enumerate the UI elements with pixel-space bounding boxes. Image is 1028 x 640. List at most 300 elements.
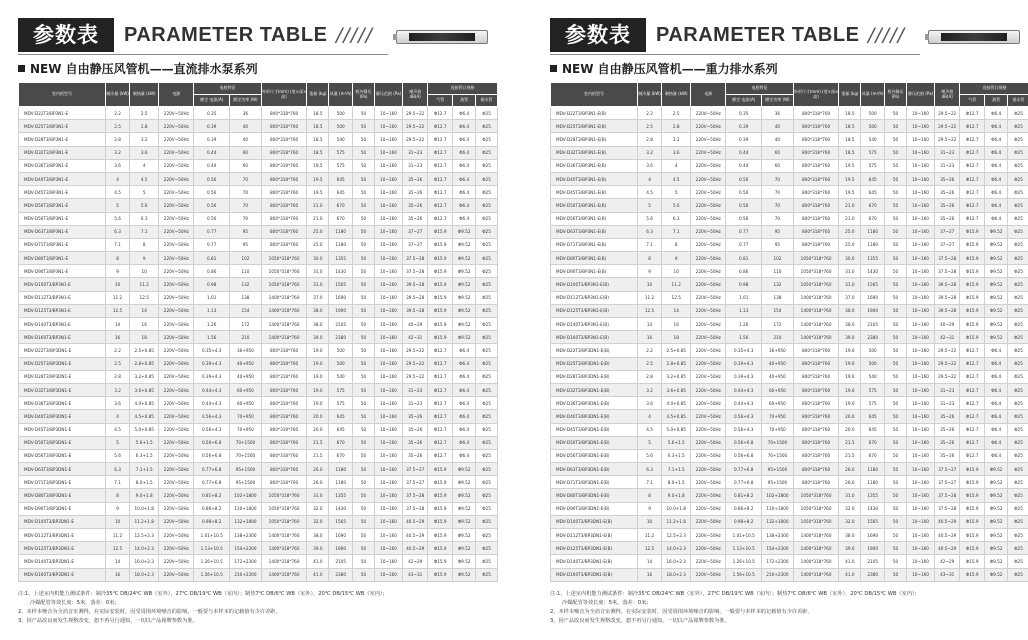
table-cell: 25.0 — [307, 238, 329, 251]
table-cell: 0.98 — [726, 278, 762, 291]
footnote-line: 3、因产品改良而发生规格改变，恕不再另行通知，一切以产品铭牌参数为准。 — [18, 618, 198, 624]
table-cell: 50 — [885, 449, 907, 462]
table-cell: 670 — [329, 436, 353, 449]
table-cell: 3.2 — [638, 383, 662, 396]
table-cell: 800*318*760 — [793, 199, 839, 212]
table-cell: 4.5 — [106, 186, 130, 199]
table-row — [19, 133, 498, 146]
footnotes — [550, 590, 1028, 626]
model-cell: MDV-D32T3/BP3DN1-E(B) — [551, 383, 638, 396]
table-cell: 220V~50Hz — [159, 304, 194, 317]
col-heat: 制热量 (kW) — [662, 83, 691, 107]
table-row — [19, 120, 498, 133]
table-cell: 10~160 — [906, 107, 934, 120]
table-cell: Φ25 — [1008, 146, 1028, 159]
table-cell: 800*318*760 — [261, 133, 307, 146]
table-cell: 95+1500 — [230, 463, 262, 476]
table-cell: 1180 — [861, 238, 885, 251]
table-cell: 50 — [885, 397, 907, 410]
table-cell: 12.5+2.3 — [662, 529, 691, 542]
table-cell: 800*318*760 — [793, 449, 839, 462]
table-cell: Φ9.52 — [453, 502, 476, 515]
table-cell: Φ15.9 — [960, 568, 985, 581]
table-row — [19, 489, 498, 502]
table-cell: 50 — [885, 225, 907, 238]
table-cell: Φ25 — [476, 436, 498, 449]
table-row — [551, 529, 1028, 542]
table-row — [19, 318, 498, 331]
section-title-text: NEW 自由静压风管机——直流排水泵系列 — [30, 62, 258, 76]
table-cell: 800*318*760 — [261, 370, 307, 383]
table-cell: Φ25 — [1008, 555, 1028, 568]
table-cell: 0.44+4.3 — [726, 397, 762, 410]
table-cell: 39.5~28 — [935, 291, 960, 304]
table-cell: 10~160 — [906, 542, 934, 555]
table-cell: Φ12.7 — [960, 199, 985, 212]
table-cell: 220V~50Hz — [691, 199, 726, 212]
table-cell: 10~160 — [374, 529, 402, 542]
table-cell: Φ15.9 — [960, 463, 985, 476]
table-cell: 14 — [638, 555, 662, 568]
table-cell: 10~160 — [374, 515, 402, 528]
table-row — [551, 304, 1028, 317]
table-cell: Φ12.7 — [960, 146, 985, 159]
table-cell: Φ9.52 — [985, 463, 1008, 476]
table-cell: 50 — [353, 555, 375, 568]
table-cell: 32.0 — [839, 502, 861, 515]
table-cell: Φ25 — [1008, 120, 1028, 133]
table-cell: 50 — [353, 265, 375, 278]
table-cell: 50 — [353, 423, 375, 436]
page-header — [550, 18, 1028, 54]
table-cell: 800*318*760 — [261, 159, 307, 172]
table-cell: 3.2 — [638, 146, 662, 159]
table-cell: 32.0 — [307, 515, 329, 528]
model-cell: MDV-D80T3/BP3N1-E — [19, 252, 106, 265]
table-cell: 19.0 — [307, 344, 329, 357]
table-cell: 14 — [662, 304, 691, 317]
table-cell: Φ25 — [476, 107, 498, 120]
model-cell: MDV-D25T3/BP3DN1-E(B) — [551, 357, 638, 370]
table-cell: 800*318*760 — [261, 476, 307, 489]
table-cell: Φ12.7 — [960, 410, 985, 423]
table-cell: 1400*318*760 — [793, 291, 839, 304]
table-cell: 37.5~28 — [403, 252, 428, 265]
table-cell: 50 — [885, 542, 907, 555]
table-cell: 10~160 — [906, 370, 934, 383]
table-cell: 95+1500 — [762, 476, 794, 489]
table-cell: 35~26 — [935, 172, 960, 185]
table-cell: 10~160 — [374, 278, 402, 291]
table-cell: 37~27 — [403, 238, 428, 251]
table-cell: 0.77+6.8 — [726, 476, 762, 489]
table-cell: 1180 — [329, 225, 353, 238]
model-cell: MDV-D80T3/BP3DN1-E(B) — [551, 489, 638, 502]
table-cell: 1400*318*760 — [261, 529, 307, 542]
table-cell: 35~26 — [935, 199, 960, 212]
table-cell: 540 — [861, 370, 885, 383]
table-cell: 10~160 — [374, 344, 402, 357]
table-cell: 220V~50Hz — [159, 423, 194, 436]
table-cell: 30.0 — [839, 252, 861, 265]
table-cell: 1.01 — [726, 291, 762, 304]
table-cell: 11.2+1.8 — [130, 515, 159, 528]
table-cell: 1400*318*760 — [261, 568, 307, 581]
table-cell: 500 — [861, 120, 885, 133]
table-cell: 38.0 — [839, 318, 861, 331]
table-cell: 1.01+10.5 — [726, 529, 762, 542]
table-cell: Φ12.7 — [428, 383, 453, 396]
table-cell: 5.6+1.5 — [662, 436, 691, 449]
table-cell: 31~23 — [935, 383, 960, 396]
table-cell: 50 — [885, 515, 907, 528]
table-cell: 10~160 — [906, 449, 934, 462]
model-cell: MDV-D140T3/BP3DN1-E(B) — [551, 555, 638, 568]
table-cell: Φ25 — [476, 476, 498, 489]
table-cell: Φ6.4 — [453, 146, 476, 159]
table-row — [19, 555, 498, 568]
table-cell: 14 — [106, 318, 130, 331]
table-cell: 1180 — [861, 463, 885, 476]
table-cell: 5.0+0.85 — [130, 423, 159, 436]
model-cell: MDV-D100T3/BP3N1-E — [19, 278, 106, 291]
table-cell: 2.2 — [638, 107, 662, 120]
model-cell: MDV-D71T3/BP3DN1-E — [19, 476, 106, 489]
table-cell: 132+1800 — [230, 515, 262, 528]
table-cell: 2105 — [329, 555, 353, 568]
table-cell: Φ9.52 — [985, 476, 1008, 489]
table-cell: 0.56 — [726, 186, 762, 199]
table-cell: 800*318*760 — [793, 383, 839, 396]
model-cell: MDV-D36T3/BP3N1-E(B) — [551, 159, 638, 172]
table-row — [19, 502, 498, 515]
table-cell: 40.5~29 — [403, 515, 428, 528]
table-cell: 41.0 — [307, 555, 329, 568]
table-cell: 35~26 — [935, 449, 960, 462]
table-cell: 18.5 — [307, 120, 329, 133]
table-cell: 1565 — [329, 278, 353, 291]
table-cell: 0.77+6.8 — [726, 463, 762, 476]
table-cell: 1050*318*760 — [793, 265, 839, 278]
table-cell: 19.5 — [307, 172, 329, 185]
table-cell: 11.2 — [106, 529, 130, 542]
table-cell: 5.6 — [662, 199, 691, 212]
table-cell: 9 — [106, 502, 130, 515]
table-cell: Φ12.7 — [428, 146, 453, 159]
table-cell: 10~160 — [906, 502, 934, 515]
model-cell: MDV-D40T3/BP3N1-E — [19, 172, 106, 185]
table-cell: 19.0 — [307, 370, 329, 383]
table-cell: 37.5~28 — [935, 265, 960, 278]
table-cell: 10~160 — [374, 555, 402, 568]
table-cell: 50 — [885, 423, 907, 436]
table-cell: 0.98+8.2 — [194, 515, 230, 528]
col-dims: 外形尺寸(mm) (宽×深×高) — [261, 83, 307, 107]
table-cell: 40+950 — [762, 370, 794, 383]
table-cell: 20.0 — [307, 423, 329, 436]
table-cell: 8.0+1.5 — [130, 476, 159, 489]
header-slashes: ///// — [868, 24, 906, 46]
table-cell: 2.2 — [106, 107, 130, 120]
table-cell: 2.5 — [638, 357, 662, 370]
table-cell: Φ9.52 — [453, 529, 476, 542]
table-cell: 220V~50Hz — [691, 133, 726, 146]
table-cell: 220V~50Hz — [159, 370, 194, 383]
model-cell: MDV-D125T3/BP3N1-E(B) — [551, 304, 638, 317]
table-cell: 38.0 — [307, 304, 329, 317]
table-cell: 0.35+4.3 — [726, 344, 762, 357]
model-cell: MDV-D63T3/BP3DN1-E(B) — [551, 463, 638, 476]
table-cell: 220V~50Hz — [159, 436, 194, 449]
table-cell: Φ12.7 — [960, 172, 985, 185]
table-row — [551, 159, 1028, 172]
table-cell: 10~160 — [374, 291, 402, 304]
table-cell: Φ15.9 — [428, 463, 453, 476]
table-cell: Φ15.9 — [960, 529, 985, 542]
table-cell: 500 — [329, 357, 353, 370]
table-cell: 220V~50Hz — [159, 515, 194, 528]
table-cell: 800*318*760 — [261, 436, 307, 449]
table-cell: 20.0 — [839, 410, 861, 423]
table-cell: 50 — [353, 304, 375, 317]
table-cell: 0.56+6.8 — [194, 436, 230, 449]
table-cell: 1690 — [861, 291, 885, 304]
table-cell: 50 — [885, 107, 907, 120]
table-cell: 220V~50Hz — [691, 318, 726, 331]
model-cell: MDV-D100T3/BP3N1-E(B) — [551, 278, 638, 291]
table-cell: 670 — [861, 212, 885, 225]
table-cell: 1400*318*760 — [793, 304, 839, 317]
footnote-line: 注:1、上述室内机能力测试条件：制冷35℃ DB/24℃ WB（室外），27℃ DB/19℃ WB（室内）；制热7℃ DB/6℃ WB（室外），20℃ DB/15℃ WB（室内）； — [550, 591, 920, 597]
table-cell: 3.6 — [662, 146, 691, 159]
table-cell: 10 — [662, 265, 691, 278]
table-cell: 1050*318*760 — [793, 278, 839, 291]
table-cell: 95 — [762, 238, 794, 251]
table-cell: 500 — [329, 107, 353, 120]
table-cell: 800*318*760 — [793, 423, 839, 436]
table-cell: 2.5 — [106, 357, 130, 370]
table-cell: 10~160 — [906, 383, 934, 396]
table-cell: 0.56+4.3 — [726, 410, 762, 423]
table-cell: 800*318*760 — [793, 133, 839, 146]
table-cell: 0.98+8.2 — [726, 515, 762, 528]
table-cell: Φ12.7 — [960, 383, 985, 396]
table-cell: Φ25 — [476, 515, 498, 528]
table-body — [19, 107, 498, 582]
table-cell: 1.13+10.5 — [726, 542, 762, 555]
table-cell: Φ25 — [476, 568, 498, 581]
table-cell: Φ25 — [1008, 291, 1028, 304]
table-cell: 8 — [662, 238, 691, 251]
table-cell: 70+950 — [230, 410, 262, 423]
table-cell: 50 — [885, 278, 907, 291]
table-cell: 800*318*760 — [793, 344, 839, 357]
table-cell: 50 — [353, 186, 375, 199]
table-cell: 50 — [885, 502, 907, 515]
table-cell: 16 — [662, 318, 691, 331]
model-cell: MDV-D40T3/BP3DN1-E — [19, 410, 106, 423]
table-cell: Φ25 — [1008, 225, 1028, 238]
table-cell: 1565 — [329, 515, 353, 528]
col-model: 室内机型号 — [551, 83, 638, 107]
table-cell: 31.0 — [307, 278, 329, 291]
table-cell: 0.86+8.2 — [726, 502, 762, 515]
table-cell: 21.5 — [839, 436, 861, 449]
table-cell: 40+950 — [230, 357, 262, 370]
table-cell: Φ25 — [476, 172, 498, 185]
table-cell: 50 — [885, 357, 907, 370]
square-bullet-icon — [18, 65, 25, 72]
table-cell: 7.1 — [130, 225, 159, 238]
col-motor-w: 额定功率 (W) — [230, 95, 262, 107]
table-cell: 7.1+1.5 — [662, 463, 691, 476]
table-cell: 50 — [353, 357, 375, 370]
table-row — [19, 146, 498, 159]
table-cell: 220V~50Hz — [691, 449, 726, 462]
table-cell: Φ25 — [1008, 436, 1028, 449]
col-esp: 机外静压 (Pa) — [885, 83, 907, 107]
table-cell: 800*318*760 — [261, 225, 307, 238]
table-cell: Φ25 — [476, 463, 498, 476]
footnote-line: 2、本样本噪音为全消音室测得，在实际安装时，因受周围环境噪音的影响，一般要与本样本的记载值有少许差距。 — [18, 609, 281, 615]
table-cell: 3.2+0.85 — [130, 370, 159, 383]
table-row — [19, 383, 498, 396]
table-cell: 37.5~28 — [935, 252, 960, 265]
model-cell: MDV-D45T3/BP3DN1-E(B) — [551, 423, 638, 436]
table-cell: 500 — [861, 344, 885, 357]
table-cell: Φ6.4 — [985, 186, 1008, 199]
table-cell: 210+2300 — [762, 568, 794, 581]
table-cell: 2.2 — [638, 344, 662, 357]
table-cell: 220V~50Hz — [691, 146, 726, 159]
table-row — [19, 463, 498, 476]
table-cell: 29.5~22 — [403, 344, 428, 357]
table-cell: Φ9.52 — [453, 278, 476, 291]
table-cell: 0.44+4.3 — [194, 397, 230, 410]
table-cell: 50 — [353, 146, 375, 159]
table-cell: 10~160 — [906, 568, 934, 581]
table-cell: 110 — [230, 265, 262, 278]
table-cell: 575 — [329, 159, 353, 172]
table-cell: 575 — [329, 146, 353, 159]
table-cell: Φ6.4 — [453, 357, 476, 370]
table-cell: 0.81+8.2 — [194, 489, 230, 502]
table-cell: 31~23 — [403, 383, 428, 396]
table-cell: 540 — [861, 133, 885, 146]
table-cell: 670 — [329, 212, 353, 225]
table-cell: Φ25 — [476, 291, 498, 304]
table-cell: 9 — [638, 502, 662, 515]
table-cell: 12.5+2.3 — [130, 529, 159, 542]
table-cell: 138+2300 — [230, 529, 262, 542]
table-cell: 670 — [861, 449, 885, 462]
col-power: 电源 — [691, 83, 726, 107]
table-cell: 1050*318*760 — [261, 515, 307, 528]
col-noise: 噪声值 dB(A) — [935, 83, 960, 107]
table-cell: 4.5 — [662, 172, 691, 185]
table-cell: 1.26 — [194, 318, 230, 331]
table-cell: 31~23 — [935, 397, 960, 410]
table-row — [19, 370, 498, 383]
table-cell: 800*318*760 — [793, 410, 839, 423]
table-cell: 220V~50Hz — [691, 278, 726, 291]
table-cell: Φ12.7 — [960, 120, 985, 133]
table-cell: 10~160 — [906, 199, 934, 212]
table-cell: 5.6+1.5 — [130, 436, 159, 449]
table-cell: Φ15.9 — [960, 225, 985, 238]
table-cell: 39.5~28 — [403, 291, 428, 304]
table-cell: Φ15.9 — [960, 238, 985, 251]
table-cell: 50 — [885, 383, 907, 396]
table-cell: 18 — [662, 331, 691, 344]
table-cell: 220V~50Hz — [691, 344, 726, 357]
table-cell: Φ12.7 — [428, 410, 453, 423]
table-cell: Φ25 — [1008, 331, 1028, 344]
table-cell: 1180 — [329, 463, 353, 476]
table-cell: 16.0+2.3 — [130, 555, 159, 568]
table-cell: Φ12.7 — [428, 370, 453, 383]
table-cell: 220V~50Hz — [159, 107, 194, 120]
table-cell: 70 — [230, 186, 262, 199]
col-esp: 机外静压 (Pa) — [353, 83, 375, 107]
model-cell: MDV-D63T3/BP3N1-E(B) — [551, 225, 638, 238]
table-cell: Φ12.7 — [960, 344, 985, 357]
table-cell: 5 — [662, 186, 691, 199]
table-cell: 3.6 — [106, 397, 130, 410]
section-title-text: NEW 自由静压风管机——重力排水系列 — [562, 62, 778, 76]
table-cell: 31~23 — [403, 159, 428, 172]
table-cell: 3.6 — [130, 146, 159, 159]
table-cell: 670 — [329, 199, 353, 212]
header-title: PARAMETER TABLE — [124, 24, 328, 46]
table-cell: 3.6 — [638, 159, 662, 172]
table-cell: 12.5 — [106, 304, 130, 317]
table-cell: 39.5~28 — [935, 278, 960, 291]
table-cell: 800*318*760 — [793, 238, 839, 251]
col-liquid: 液管 — [453, 95, 476, 107]
table-cell: Φ12.7 — [960, 186, 985, 199]
col-drain: 排水管 — [1008, 95, 1028, 107]
table-cell: 220V~50Hz — [159, 383, 194, 396]
table-cell: 40+950 — [230, 370, 262, 383]
table-cell: 10~160 — [906, 278, 934, 291]
table-cell: 220V~50Hz — [691, 489, 726, 502]
table-cell: 37.5~27 — [935, 463, 960, 476]
model-cell: MDV-D56T3/BP3DN1-E(B) — [551, 449, 638, 462]
table-cell: Φ12.7 — [428, 397, 453, 410]
table-cell: 800*318*760 — [261, 410, 307, 423]
table-cell: 43~31 — [935, 568, 960, 581]
table-cell: Φ6.4 — [985, 146, 1008, 159]
model-cell: MDV-D160T3/BP3DN1-E — [19, 568, 106, 581]
table-cell: 220V~50Hz — [159, 502, 194, 515]
table-cell: 19.5 — [839, 186, 861, 199]
table-cell: 35~26 — [403, 410, 428, 423]
table-cell: 42~29 — [403, 555, 428, 568]
table-cell: 220V~50Hz — [159, 331, 194, 344]
table-cell: 220V~50Hz — [159, 410, 194, 423]
table-cell: 50 — [885, 370, 907, 383]
table-cell: Φ12.7 — [960, 436, 985, 449]
table-cell: 10~160 — [906, 304, 934, 317]
table-cell: Φ6.4 — [453, 159, 476, 172]
table-cell: 172+2300 — [762, 555, 794, 568]
table-cell: Φ25 — [476, 542, 498, 555]
table-cell: Φ6.4 — [453, 370, 476, 383]
table-cell: 50 — [353, 199, 375, 212]
table-cell: 800*318*760 — [261, 238, 307, 251]
table-cell: 670 — [329, 449, 353, 462]
